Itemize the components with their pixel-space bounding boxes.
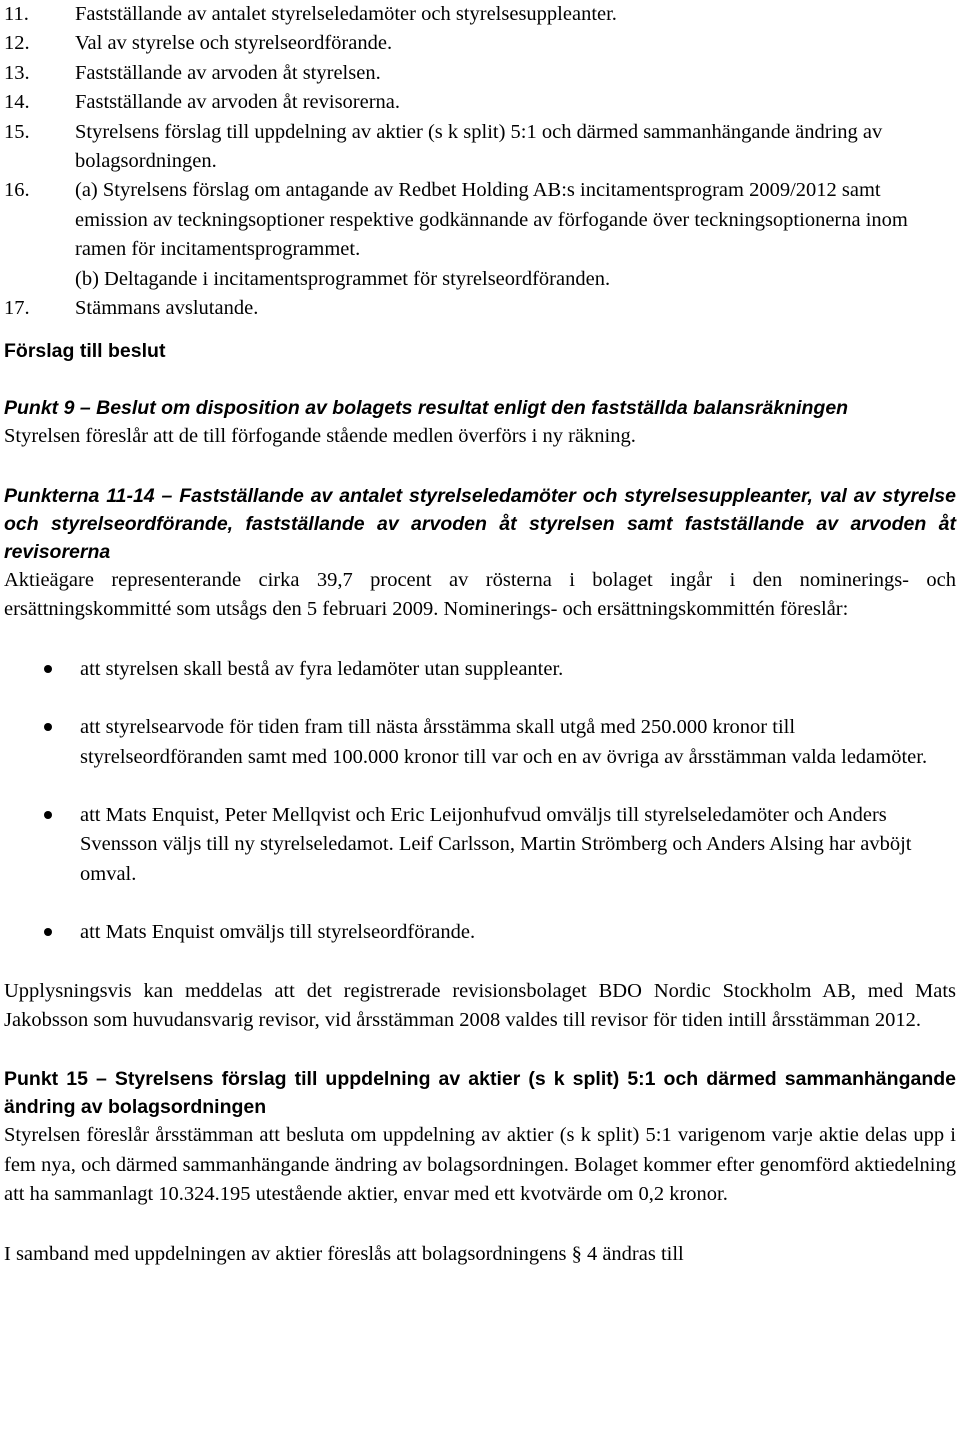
bullet-icon bbox=[4, 918, 80, 947]
point15-heading: Punkt 15 – Styrelsens förslag till uppdelning av aktier (s k split) 5:1 och därmed sammanhängande ändring av bolagsordningen bbox=[4, 1068, 956, 1119]
agenda-number: 13. bbox=[4, 61, 30, 84]
agenda-text-block bbox=[75, 176, 956, 294]
agenda-number: 12. bbox=[4, 32, 30, 55]
agenda-text: Fastställande av arvoden åt revisorerna. bbox=[75, 91, 401, 114]
agenda-number: 17. bbox=[4, 297, 30, 320]
bullet-item bbox=[4, 918, 956, 947]
bullet-item bbox=[4, 713, 956, 772]
agenda-number: 16. bbox=[4, 179, 30, 202]
bullet-icon bbox=[4, 801, 80, 889]
agenda-item-17 bbox=[4, 294, 956, 323]
point9-body: Styrelsen föreslår att de till förfogande stående medlen överförs i ny räkning. bbox=[4, 425, 636, 448]
agenda-text: Val av styrelse och styrelseordförande. bbox=[75, 32, 393, 55]
agenda-text: (a) Styrelsens förslag om antagande av Redbet Holding AB:s incitamentsprogram 2009/2012 samt emission av teckningsoptioner respektive godkännande av förfogande över teckningsoptionerna inom ramen för incitamentsprogrammet. bbox=[75, 179, 908, 261]
agenda-item-11 bbox=[4, 0, 956, 29]
agenda-item-15 bbox=[4, 118, 956, 177]
bullet-text: att Mats Enquist omväljs till styrelseordförande. bbox=[80, 921, 476, 944]
agenda-item-16 bbox=[4, 176, 956, 294]
agenda-item-13 bbox=[4, 59, 956, 88]
bullet-icon bbox=[4, 655, 80, 684]
proposal-heading: Förslag till beslut bbox=[4, 340, 166, 363]
agenda-list bbox=[4, 0, 956, 323]
agenda-text: Stämmans avslutande. bbox=[75, 297, 259, 320]
agenda-text: Fastställande av arvoden åt styrelsen. bbox=[75, 61, 381, 84]
bullet-item bbox=[4, 655, 956, 684]
auditor-note: Upplysningsvis kan meddelas att det registrerade revisionsbolaget BDO Nordic Stockholm AB, med Mats Jakobsson som huvudansvarig revisor, vid årsstämman 2008 valdes till revisor för tiden intill årsstämman 2012. bbox=[4, 979, 956, 1031]
points11-14-body: Aktieägare representerande cirka 39,7 procent av rösterna i bolaget ingår i den nominerings- och ersättningskommitté som utsågs den 5 februari 2009. Nominerings- och ersättningskommittén föreslår: bbox=[4, 568, 956, 621]
agenda-item-12 bbox=[4, 29, 956, 58]
agenda-item-14 bbox=[4, 88, 956, 117]
agenda-text-b: (b) Deltagande i incitamentsprogrammet för styrelseordföranden. bbox=[75, 267, 611, 290]
agenda-text: Fastställande av antalet styrelseledamöter och styrelsesuppleanter. bbox=[75, 3, 617, 25]
bullet-text: att Mats Enquist, Peter Mellqvist och Eric Leijonhufvud omväljs till styrelseledamöter och Anders Svensson väljs till ny styrelseledamot. Leif Carlsson, Martin Strömberg och Anders Alsing har avböjt omval. bbox=[80, 803, 912, 885]
bullet-item bbox=[4, 801, 956, 889]
bullet-text: att styrelsen skall bestå av fyra ledamöter utan suppleanter. bbox=[80, 657, 564, 680]
agenda-number: 15. bbox=[4, 120, 30, 143]
point15-body: Styrelsen föreslår årsstämman att besluta om uppdelning av aktier (s k split) 5:1 varigenom varje aktie delas upp i fem nya, och därmed sammanhängande ändring av bolagsordningen. Bolaget kommer efter genomförd aktiedelning att ha sammanlagt 10.324.195 utestående aktier, envar med ett kvotvärde om 0,2 kronor. bbox=[4, 1124, 956, 1206]
point9-heading: Punkt 9 – Beslut om disposition av bolagets resultat enligt den fastställda balansräkningen bbox=[4, 397, 849, 420]
points11-14-heading: Punkterna 11-14 – Fastställande av antalet styrelseledamöter och styrelsesuppleanter, val av styrelse och styrelseordförande, fastställande av arvoden åt styrelsen samt fastställande av arvoden åt revisorerna bbox=[4, 484, 956, 563]
bullet-text: att styrelsearvode för tiden fram till nästa årsstämma skall utgå med 250.000 kronor till styrelseordföranden samt med 100.000 kronor till var och en av övriga av årsstämman valda ledamöter. bbox=[80, 716, 928, 768]
point15-continued: I samband med uppdelningen av aktier föreslås att bolagsordningens § 4 ändras till bbox=[4, 1242, 684, 1265]
agenda-text: Styrelsens förslag till uppdelning av aktier (s k split) 5:1 och därmed sammanhängande ändring av bolagsordningen. bbox=[75, 120, 883, 173]
nomination-bullets bbox=[4, 655, 956, 948]
bullet-icon bbox=[4, 713, 80, 772]
agenda-number: 14. bbox=[4, 91, 30, 114]
agenda-number: 11. bbox=[4, 3, 29, 25]
